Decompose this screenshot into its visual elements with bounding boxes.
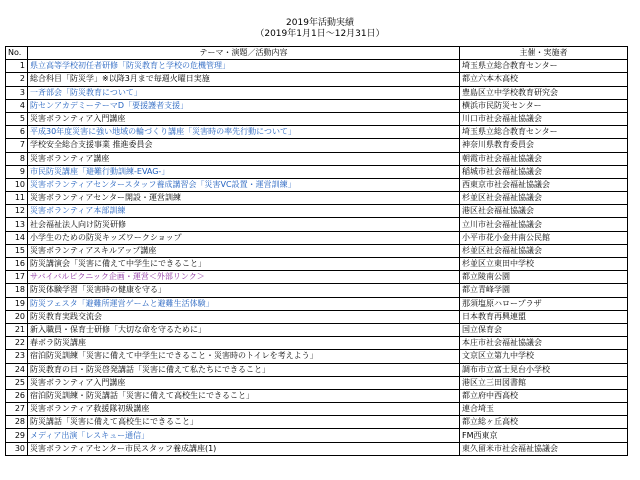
table-row [6, 310, 628, 323]
row-number: 2 [6, 73, 28, 86]
row-organizer: 杉並区社会福祉協議会 [460, 192, 628, 205]
row-theme[interactable]: 防災フェスタ「避難所運営ゲームと避難生活体験」 [28, 297, 460, 310]
table-row [6, 442, 628, 455]
row-number: 4 [6, 99, 28, 112]
table-row [6, 389, 628, 402]
table-row [6, 99, 628, 112]
row-organizer: 都立六本木高校 [460, 73, 628, 86]
row-theme[interactable]: 県立高等学校初任者研修「防災教育と学校の危機管理」 [28, 60, 460, 73]
row-organizer: 埼玉県立総合教育センター [460, 126, 628, 139]
row-theme[interactable]: メディア出演「レスキュー通信」 [28, 429, 460, 442]
row-number: 7 [6, 139, 28, 152]
table-row [6, 86, 628, 99]
row-organizer: 埼玉県立総合教育センター [460, 60, 628, 73]
table-row [6, 73, 628, 86]
table-row [6, 112, 628, 125]
row-theme: 防災教育の日・防災啓発講話「災害に備えて私たちにできること」 [28, 363, 460, 376]
header-org: 主催・実施者 [460, 47, 628, 60]
row-theme[interactable]: サバイバルピクニック企画・運営＜外部リンク＞ [28, 271, 460, 284]
row-theme: 防災講話「災害に備えて高校生にできること」 [28, 416, 460, 429]
row-organizer: 都立総ヶ丘高校 [460, 416, 628, 429]
table-row [6, 376, 628, 389]
row-number: 29 [6, 429, 28, 442]
row-number: 5 [6, 112, 28, 125]
table-row [6, 152, 628, 165]
row-theme: 宿泊防災訓練「災害に備えて中学生にできること・災害時のトイレを考えよう」 [28, 350, 460, 363]
row-organizer: 川口市社会福祉協議会 [460, 112, 628, 125]
row-number: 21 [6, 323, 28, 336]
row-organizer: 調布市立富士見台小学校 [460, 363, 628, 376]
header-theme: テーマ・演題／活動内容 [28, 47, 460, 60]
table-row [6, 126, 628, 139]
row-theme: 災害ボランティアセンター開設・運営訓練 [28, 192, 460, 205]
row-number: 18 [6, 284, 28, 297]
row-organizer: 都立陵南公園 [460, 271, 628, 284]
row-number: 9 [6, 165, 28, 178]
table-row [6, 271, 628, 284]
row-theme: 社会福祉法人向け防災研修 [28, 218, 460, 231]
row-theme[interactable]: 災害ボランティアセンタースタッフ養成講習会「災害VC設置・運営訓練」 [28, 178, 460, 191]
header-no: No. [6, 47, 28, 60]
row-number: 13 [6, 218, 28, 231]
row-number: 24 [6, 363, 28, 376]
table-row [6, 178, 628, 191]
row-organizer: 杉並区社会福祉協議会 [460, 244, 628, 257]
table-row [6, 192, 628, 205]
row-theme[interactable]: 災害ボランティア本部訓練 [28, 205, 460, 218]
table-row [6, 363, 628, 376]
row-number: 10 [6, 178, 28, 191]
row-organizer: 連合埼玉 [460, 403, 628, 416]
table-row [6, 218, 628, 231]
row-organizer: 稲城市社会福祉協議会 [460, 165, 628, 178]
row-number: 15 [6, 244, 28, 257]
page-subtitle: （2019年1月1日～12月31日） [255, 29, 385, 39]
row-theme[interactable]: 平成30年度災害に強い地域の輪づくり講座「災害時の率先行動について」 [28, 126, 460, 139]
table-row [6, 231, 628, 244]
row-theme: 防災講演会「災害に備えて中学生にできること」 [28, 258, 460, 271]
activity-table [5, 46, 628, 456]
table-row [6, 403, 628, 416]
row-theme: 災害ボランティアスキルアップ講座 [28, 244, 460, 257]
row-organizer: 文京区立第九中学校 [460, 350, 628, 363]
row-number: 25 [6, 376, 28, 389]
row-organizer: 立川市社会福祉協議会 [460, 218, 628, 231]
table-body [6, 60, 628, 456]
row-number: 19 [6, 297, 28, 310]
table-row [6, 244, 628, 257]
row-organizer: FM西東京 [460, 429, 628, 442]
row-number: 6 [6, 126, 28, 139]
row-organizer: 都立府中西高校 [460, 389, 628, 402]
row-theme: 総合科目「防災学」※以降3月まで毎週火曜日実施 [28, 73, 460, 86]
row-number: 22 [6, 337, 28, 350]
page-title: 2019年活動実績 [286, 18, 354, 28]
row-organizer: 神奈川県教育委員会 [460, 139, 628, 152]
row-theme: 宿泊防災訓練・防災講話「災害に備えて高校生にできること」 [28, 389, 460, 402]
row-number: 12 [6, 205, 28, 218]
row-theme[interactable]: 一斉部会「防災教育について」 [28, 86, 460, 99]
row-organizer: 朝霞市社会福祉協議会 [460, 152, 628, 165]
row-organizer: 那須塩原ハロープラザ [460, 297, 628, 310]
table-row [6, 297, 628, 310]
table-row [6, 429, 628, 442]
table-row [6, 205, 628, 218]
table-row [6, 323, 628, 336]
row-number: 23 [6, 350, 28, 363]
row-organizer: 国立保育会 [460, 323, 628, 336]
row-theme: 災害ボランティア入門講座 [28, 376, 460, 389]
table-row [6, 337, 628, 350]
row-theme[interactable]: 防センアカデミーテーマD「要援護者支援」 [28, 99, 460, 112]
row-number: 14 [6, 231, 28, 244]
row-organizer: 小平市花小金井南公民館 [460, 231, 628, 244]
table-row [6, 350, 628, 363]
row-theme: 春ボラ防災講座 [28, 337, 460, 350]
row-organizer: 本庄市社会福祉協議会 [460, 337, 628, 350]
table-row [6, 284, 628, 297]
row-number: 30 [6, 442, 28, 455]
row-number: 16 [6, 258, 28, 271]
row-theme: 新入職員・保育士研修「大切な命を守るために」 [28, 323, 460, 336]
table-row [6, 139, 628, 152]
row-organizer: 豊島区立中学校教育研究会 [460, 86, 628, 99]
row-number: 8 [6, 152, 28, 165]
row-theme: 小学生のための防災キッズワークショップ [28, 231, 460, 244]
table-row [6, 258, 628, 271]
row-theme: 災害ボランティア救援隊初級講座 [28, 403, 460, 416]
row-number: 17 [6, 271, 28, 284]
row-number: 1 [6, 60, 28, 73]
row-theme: 防災体験学習「災害時の健康を守る」 [28, 284, 460, 297]
table-row [6, 60, 628, 73]
table-header-row [6, 47, 628, 60]
row-organizer: 港区立三田図書館 [460, 376, 628, 389]
row-number: 11 [6, 192, 28, 205]
row-organizer: 西東京市社会福祉協議会 [460, 178, 628, 191]
row-theme: 災害ボランティア入門講座 [28, 112, 460, 125]
row-number: 27 [6, 403, 28, 416]
table-row [6, 416, 628, 429]
row-number: 26 [6, 389, 28, 402]
row-theme: 防災教育実践交流会 [28, 310, 460, 323]
row-organizer: 東久留米市社会福祉協議会 [460, 442, 628, 455]
row-theme: 災害ボランティア講座 [28, 152, 460, 165]
row-organizer: 杉並区立東田中学校 [460, 258, 628, 271]
row-organizer: 港区社会福祉協議会 [460, 205, 628, 218]
row-number: 20 [6, 310, 28, 323]
row-number: 28 [6, 416, 28, 429]
row-organizer: 横浜市民防災センター [460, 99, 628, 112]
row-organizer: 都立青峰学園 [460, 284, 628, 297]
row-theme[interactable]: 市民防災講座「避難行動訓練-EVAG-」 [28, 165, 460, 178]
row-number: 3 [6, 86, 28, 99]
row-theme: 学校安全総合支援事業 推進委員会 [28, 139, 460, 152]
row-theme: 災害ボランティアセンター市民スタッフ養成講座(1) [28, 442, 460, 455]
table-row [6, 165, 628, 178]
row-organizer: 日本教育再興連盟 [460, 310, 628, 323]
